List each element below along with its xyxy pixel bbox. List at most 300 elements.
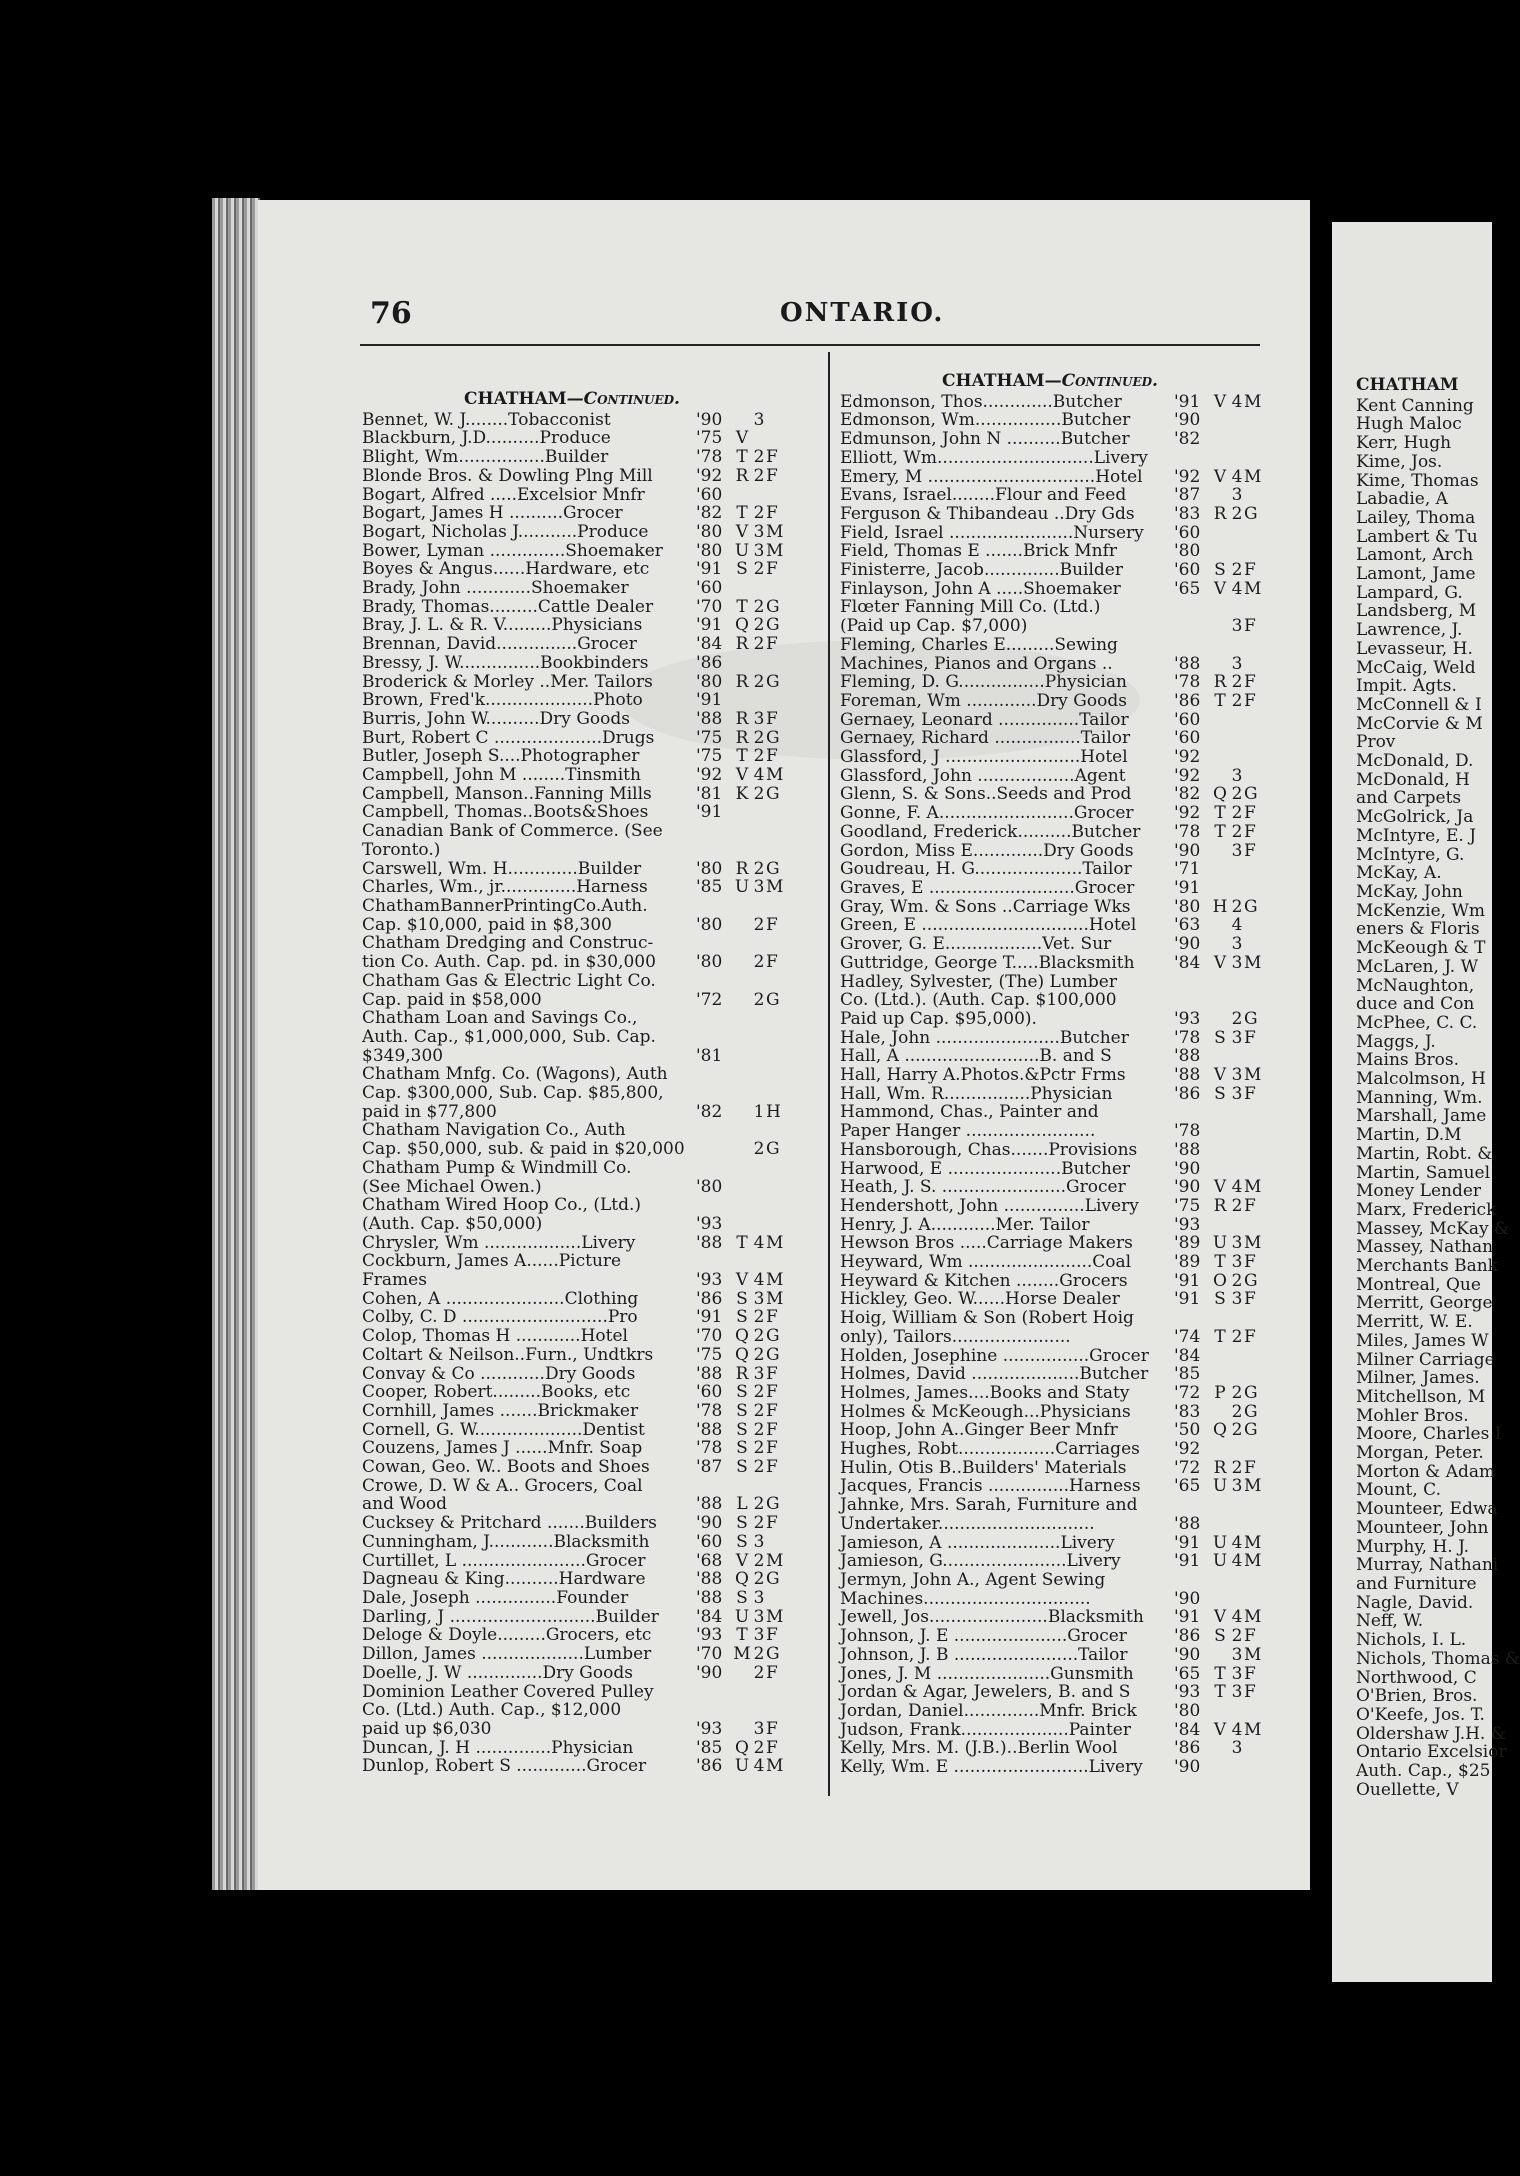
directory-entry <box>840 1627 1260 1646</box>
entry-year: '91 <box>696 690 723 711</box>
entry-credit-letter <box>732 486 752 505</box>
entry-year: '60 <box>696 1382 723 1403</box>
entry-rating: F <box>1244 1326 1256 1347</box>
directory-entry <box>362 1683 782 1702</box>
entry-credit-number <box>752 1159 766 1178</box>
entry-credit-number: 2 <box>753 858 765 879</box>
entry-rating <box>1244 1496 1260 1515</box>
entry-year: '91 <box>1174 877 1201 898</box>
entry-credit-number: 3 <box>1231 952 1243 973</box>
entry-credit-letter: V <box>1213 466 1227 487</box>
directory-entry <box>362 1570 782 1589</box>
entry-credit-number <box>1230 449 1244 468</box>
entry-name-trade: Brennan, David...............Grocer <box>362 634 637 655</box>
entry-name-trade: Glassford, John ..................Agent <box>840 765 1126 786</box>
entry-credit-letter <box>732 972 752 991</box>
entry-year: '88 <box>1174 653 1201 674</box>
entry-name-trade: Graves, E ...........................Grocer <box>840 877 1135 898</box>
entry-name-trade: Harwood, E .....................Butcher <box>840 1158 1131 1179</box>
directory-entry: Manning, Wm. <box>1356 1087 1483 1108</box>
directory-entry <box>840 785 1260 804</box>
entry-credit-letter: S <box>1214 1626 1226 1647</box>
entry-credit-letter <box>1210 711 1230 730</box>
entry-name-trade: Flœter Fanning Mill Co. (Ltd.) <box>840 597 1101 618</box>
entry-year <box>1174 1496 1210 1515</box>
entry-rating: F <box>766 1718 778 1739</box>
entry-name-trade: Field, Thomas E .......Brick Mnfr <box>840 541 1118 562</box>
directory-entry <box>840 804 1260 823</box>
entry-credit-letter: S <box>736 1288 748 1309</box>
entry-credit-letter <box>732 1683 752 1702</box>
entry-credit-letter <box>732 691 752 710</box>
entry-year <box>1174 449 1210 468</box>
directory-entry <box>362 991 782 1010</box>
entry-year: '90 <box>1174 1158 1201 1179</box>
entry-credit-number: 1 <box>753 1101 765 1122</box>
entry-year: '88 <box>1174 1065 1201 1086</box>
entry-credit-number <box>1230 729 1244 748</box>
entry-year: '78 <box>696 447 723 468</box>
entry-rating: G <box>1244 896 1258 917</box>
directory-entry <box>362 1252 782 1271</box>
entry-credit-number: 3 <box>1231 653 1243 674</box>
directory-entry: McCorvie & M <box>1356 713 1483 734</box>
entry-name-trade: Ferguson & Thibandeau ..Dry Gds <box>840 503 1135 524</box>
entry-name-trade: Bray, J. L. & R. V.........Physicians <box>362 615 643 636</box>
entry-year: '80 <box>696 858 723 879</box>
entry-year <box>696 1252 732 1271</box>
entry-credit-number <box>1230 430 1244 449</box>
entry-credit-number: 2 <box>753 1307 765 1328</box>
entry-credit-number: 2 <box>1231 821 1243 842</box>
entry-rating: F <box>766 1382 778 1403</box>
entry-credit-letter <box>1210 1216 1230 1235</box>
column-divider <box>828 352 830 1796</box>
directory-entry: McIntyre, G. <box>1356 844 1465 865</box>
entry-credit-letter <box>732 934 752 953</box>
entry-name-trade: Couzens, James J ......Mnfr. Soap <box>362 1438 643 1459</box>
entry-credit-number: 3 <box>1231 1682 1243 1703</box>
entry-rating: M <box>766 1756 784 1777</box>
entry-name-trade: Cockburn, James A......Picture <box>362 1251 622 1272</box>
entry-name-trade: Cornhill, James .......Brickmaker <box>362 1400 639 1421</box>
entry-credit-letter: R <box>1213 672 1227 693</box>
entry-rating <box>766 934 782 953</box>
entry-name-trade: Gernaey, Leonard ...............Tailor <box>840 709 1129 730</box>
entry-year: '88 <box>696 708 723 729</box>
entry-credit-number: 3 <box>1231 1476 1243 1497</box>
entry-credit-letter <box>1210 1758 1230 1777</box>
entry-credit-letter <box>732 1720 752 1739</box>
entry-name-trade: Butler, Joseph S....Photographer <box>362 746 640 767</box>
entry-credit-number: 4 <box>1231 1551 1243 1572</box>
entry-rating <box>766 1121 782 1140</box>
entry-name-trade: Jahnke, Mrs. Sarah, Furniture and <box>840 1495 1138 1516</box>
entry-year: '88 <box>1174 1046 1201 1067</box>
entry-year <box>1174 636 1210 655</box>
entry-rating: G <box>1244 1270 1258 1291</box>
entry-credit-number <box>752 1178 766 1197</box>
directory-entry: Lawrence, J. <box>1356 620 1463 641</box>
entry-rating <box>1244 711 1260 730</box>
directory-entries <box>840 393 1260 1777</box>
right-column-fragment <box>1356 375 1520 1800</box>
entry-name-trade: Campbell, Manson..Fanning Mills <box>362 783 652 804</box>
entry-credit-letter <box>1210 1646 1230 1665</box>
entry-year <box>1174 991 1210 1010</box>
directory-entry <box>362 579 782 598</box>
directory-entry <box>362 1739 782 1758</box>
entry-name-trade: Hulin, Otis B..Builders' Materials <box>840 1457 1127 1478</box>
entry-credit-letter <box>732 1121 752 1140</box>
entry-credit-letter: Q <box>735 1737 749 1758</box>
entry-credit-number <box>1230 1103 1244 1122</box>
entry-credit-letter <box>1210 655 1230 674</box>
entry-year: '60 <box>696 578 723 599</box>
directory-entry <box>362 1514 782 1533</box>
entry-year: '85 <box>696 1737 723 1758</box>
entry-credit-number: 3 <box>753 708 765 729</box>
entry-credit-letter: V <box>1213 578 1227 599</box>
entry-rating: F <box>766 447 778 468</box>
entry-credit-letter: S <box>736 1382 748 1403</box>
entry-year: '90 <box>1174 1757 1201 1778</box>
entry-credit-number: 2 <box>1231 1420 1243 1441</box>
directory-entry: Oldershaw J.H. & <box>1356 1723 1506 1744</box>
entry-credit-number: 2 <box>753 1326 765 1347</box>
entry-credit-letter: S <box>736 1457 748 1478</box>
directory-entry <box>362 1009 782 1028</box>
entry-name-trade: Heyward & Kitchen ........Grocers <box>840 1270 1128 1291</box>
entry-year: '86 <box>696 1756 723 1777</box>
entry-year: '80 <box>1174 896 1201 917</box>
entry-rating: G <box>766 1644 780 1665</box>
entry-credit-number <box>752 486 766 505</box>
entry-year: '90 <box>1174 410 1201 431</box>
entry-year: '88 <box>696 1232 723 1253</box>
entry-rating <box>1244 598 1260 617</box>
entry-credit-letter <box>1210 1047 1230 1066</box>
entry-name-trade: Edmonson, Wm................Butcher <box>840 410 1131 431</box>
entry-credit-letter <box>732 991 752 1010</box>
entry-credit-number <box>752 841 766 860</box>
directory-entry: O'Keefe, Jos. T. <box>1356 1704 1485 1725</box>
entry-rating <box>1244 1309 1260 1328</box>
entry-credit-number: 2 <box>753 1400 765 1421</box>
entry-rating <box>766 1477 782 1496</box>
directory-entry <box>362 1290 782 1309</box>
directory-entry: Massey, McKay & <box>1356 1218 1510 1239</box>
entry-credit-number: 2 <box>1231 672 1243 693</box>
entry-rating <box>1244 1758 1260 1777</box>
directory-entry <box>840 1066 1260 1085</box>
directory-entry <box>362 747 782 766</box>
entry-year: '60 <box>1174 522 1201 543</box>
entry-name-trade: Evans, Israel........Flour and Feed <box>840 485 1127 506</box>
entry-year <box>696 841 732 860</box>
entry-credit-letter: R <box>735 671 749 692</box>
entry-rating <box>1244 542 1260 561</box>
entry-year: '81 <box>696 783 723 804</box>
directory-entry <box>840 842 1260 861</box>
entry-name-trade: Co. (Ltd.). (Auth. Cap. $100,000 <box>840 990 1117 1011</box>
entry-name-trade: Fleming, Charles E.........Sewing <box>840 634 1118 655</box>
directory-entry <box>840 711 1260 730</box>
entry-year: '92 <box>1174 803 1201 824</box>
entry-credit-letter: V <box>1213 1177 1227 1198</box>
entry-year: '84 <box>696 1606 723 1627</box>
entry-name-trade: Hoop, John A..Ginger Beer Mnfr <box>840 1420 1118 1441</box>
entry-rating <box>1244 1515 1260 1534</box>
entry-credit-number: 2 <box>1231 784 1243 805</box>
entry-credit-letter <box>1210 1141 1230 1160</box>
entry-credit-letter: S <box>1214 1289 1226 1310</box>
header-rule <box>360 344 1260 346</box>
directory-entry: Mounteer, John <box>1356 1517 1489 1538</box>
entry-name-trade: Glassford, J .........................Hotel <box>840 747 1128 768</box>
entry-credit-letter <box>1210 1309 1230 1328</box>
directory-entry <box>840 879 1260 898</box>
directory-entry <box>840 898 1260 917</box>
entry-credit-letter <box>732 1196 752 1215</box>
entry-credit-number: 2 <box>753 447 765 468</box>
directory-entry <box>362 504 782 523</box>
entry-rating: G <box>766 596 780 617</box>
entry-name-trade: Kelly, Mrs. M. (J.B.)..Berlin Wool <box>840 1738 1118 1759</box>
entry-credit-number: 3 <box>1231 1252 1243 1273</box>
entry-credit-letter <box>1210 1403 1230 1422</box>
entry-name-trade: Grover, G. E..................Vet. Sur <box>840 934 1112 955</box>
entry-credit-number: 3 <box>1231 934 1243 955</box>
entry-year: '90 <box>1174 840 1201 861</box>
entry-name-trade: Jewell, Jos......................Blacksmith <box>840 1607 1144 1628</box>
entry-name-trade: Field, Israel .......................Nursery <box>840 522 1144 543</box>
entry-credit-letter: S <box>736 1513 748 1534</box>
entry-rating <box>1244 524 1260 543</box>
entry-year <box>1174 598 1210 617</box>
entry-year: '93 <box>696 1718 723 1739</box>
directory-entry: Nagle, David. <box>1356 1592 1474 1613</box>
section-heading-town: CHATHAM <box>942 371 1045 391</box>
entry-credit-number: 4 <box>753 1756 765 1777</box>
entry-year: '86 <box>696 652 723 673</box>
entry-credit-number: 2 <box>753 746 765 767</box>
entry-year: '72 <box>1174 1457 1201 1478</box>
entry-name-trade: Blonde Bros. & Dowling Plng Mill <box>362 465 653 486</box>
entry-name-trade: Chatham Loan and Savings Co., <box>362 1008 638 1029</box>
entry-name-trade: Chrysler, Wm ..................Livery <box>362 1232 636 1253</box>
entry-credit-number: 3 <box>1231 1663 1243 1684</box>
entry-year: '91 <box>1174 1551 1201 1572</box>
directory-entry: Martin, Samuel <box>1356 1162 1491 1183</box>
directory-entry <box>362 766 782 785</box>
directory-entry: Montreal, Que <box>1356 1274 1481 1295</box>
directory-entry <box>840 1646 1260 1665</box>
entry-credit-letter <box>1210 1347 1230 1366</box>
entry-credit-letter: T <box>736 447 748 468</box>
entry-rating: G <box>766 783 780 804</box>
entry-name-trade: $349,300 <box>362 1045 444 1066</box>
entry-credit-letter <box>732 1084 752 1103</box>
entry-credit-letter <box>732 1103 752 1122</box>
entry-name-trade: Carswell, Wm. H.............Builder <box>362 858 642 879</box>
entry-name-trade: Bogart, Nicholas J...........Produce <box>362 521 649 542</box>
entry-name-trade: Charles, Wm., jr..............Harness <box>362 877 648 898</box>
entry-credit-number: 4 <box>1231 1607 1243 1628</box>
entry-rating: G <box>1244 1401 1258 1422</box>
entry-credit-number: 2 <box>753 465 765 486</box>
entry-rating: M <box>766 1606 784 1627</box>
entry-name-trade: only), Tailors...................... <box>840 1326 1071 1347</box>
entry-year <box>696 822 732 841</box>
entry-name-trade: Bogart, Alfred .....Excelsior Mnfr <box>362 484 645 505</box>
directory-entry <box>362 1477 782 1496</box>
entry-name-trade: Toronto.) <box>362 839 441 860</box>
directory-entry <box>840 767 1260 786</box>
entry-year: '90 <box>696 409 723 430</box>
entry-rating: M <box>1244 1551 1262 1572</box>
entry-credit-letter <box>1210 598 1230 617</box>
directory-entry <box>362 785 782 804</box>
entry-rating <box>766 1196 782 1215</box>
entry-name-trade: Auth. Cap., $1,000,000, Sub. Cap. <box>362 1026 656 1047</box>
directory-entry <box>840 1683 1260 1702</box>
entry-year: '86 <box>1174 1738 1201 1759</box>
entry-name-trade: Hickley, Geo. W......Horse Dealer <box>840 1289 1120 1310</box>
directory-entry <box>840 393 1260 412</box>
entry-credit-number: 4 <box>1231 1532 1243 1553</box>
entry-credit-letter <box>1210 1010 1230 1029</box>
directory-entry <box>362 710 782 729</box>
directory-entry <box>362 486 782 505</box>
entry-credit-letter: T <box>736 746 748 767</box>
entry-credit-letter: S <box>1214 1083 1226 1104</box>
entry-year: '86 <box>1174 1626 1201 1647</box>
entry-credit-number: 4 <box>1231 1177 1243 1198</box>
entry-rating <box>1244 1216 1260 1235</box>
entry-credit-number: 4 <box>753 1232 765 1253</box>
entry-rating: M <box>1244 1177 1262 1198</box>
directory-entry <box>362 1178 782 1197</box>
directory-entry: Nichols, Thomas & <box>1356 1648 1520 1669</box>
entry-year: '70 <box>696 596 723 617</box>
entry-year: '88 <box>696 1419 723 1440</box>
directory-entry <box>362 1308 782 1327</box>
entry-year: '80 <box>696 952 723 973</box>
directory-entry: Lamont, Arch <box>1356 545 1474 566</box>
running-header: ONTARIO. <box>780 298 945 328</box>
directory-entry <box>362 542 782 561</box>
directory-entry <box>840 1010 1260 1029</box>
entry-name-trade: Hall, Wm. R................Physician <box>840 1083 1113 1104</box>
entry-rating: M <box>766 1232 784 1253</box>
entry-credit-letter <box>1210 1160 1230 1179</box>
directory-entry: Mohler Bros. <box>1356 1405 1469 1426</box>
entry-year: '93 <box>1174 1008 1201 1029</box>
entry-rating: F <box>1244 803 1256 824</box>
entry-name-trade: Brady, Thomas.........Cattle Dealer <box>362 596 654 617</box>
directory-entry: Money Lender <box>1356 1181 1482 1202</box>
directory-entry <box>362 1028 782 1047</box>
entry-name-trade: Co. (Ltd.) Auth. Cap., $12,000 <box>362 1700 622 1721</box>
entry-rating: G <box>766 989 780 1010</box>
entry-rating: F <box>766 1363 778 1384</box>
entry-name-trade: Bower, Lyman ..............Shoemaker <box>362 540 663 561</box>
entry-credit-number: 3 <box>1231 1065 1243 1086</box>
entry-rating: F <box>766 1625 778 1646</box>
entry-name-trade: Gernaey, Richard ................Tailor <box>840 728 1131 749</box>
entry-credit-letter <box>1210 1103 1230 1122</box>
entry-year: '91 <box>696 1307 723 1328</box>
entry-credit-letter: V <box>735 1270 749 1291</box>
entry-rating: G <box>766 1326 780 1347</box>
entry-rating: M <box>1244 466 1262 487</box>
entry-year: '86 <box>1174 1083 1201 1104</box>
entry-credit-number: 2 <box>753 559 765 580</box>
directory-entry <box>362 560 782 579</box>
entry-year: '90 <box>1174 934 1201 955</box>
directory-entry <box>840 1085 1260 1104</box>
directory-entry <box>362 1720 782 1739</box>
directory-entry <box>362 1084 782 1103</box>
entry-rating: F <box>1244 821 1256 842</box>
entry-credit-number <box>752 1121 766 1140</box>
entry-credit-letter: R <box>1213 503 1227 524</box>
entry-year: '70 <box>696 1644 723 1665</box>
entry-year <box>696 1065 732 1084</box>
entry-credit-number: 3 <box>753 1588 765 1608</box>
entry-rating <box>766 1159 782 1178</box>
entry-name-trade: Hewson Bros .....Carriage Makers <box>840 1233 1133 1254</box>
entry-rating: M <box>1244 1233 1262 1254</box>
entry-name-trade: Heyward, Wm .......................Coal <box>840 1252 1132 1273</box>
entry-rating: F <box>1244 1289 1256 1310</box>
entry-year: '91 <box>696 615 723 636</box>
directory-entry <box>840 1234 1260 1253</box>
entry-year: '83 <box>1174 503 1201 524</box>
entry-name-trade: tion Co. Auth. Cap. pd. in $30,000 <box>362 952 656 973</box>
directory-entry <box>362 803 782 822</box>
directory-entry <box>840 505 1260 524</box>
entry-year <box>696 1028 732 1047</box>
directory-entry: Merritt, W. E. <box>1356 1312 1473 1333</box>
entry-year: '75 <box>696 1344 723 1365</box>
entry-name-trade: Hughes, Robt..................Carriages <box>840 1439 1140 1460</box>
entry-credit-number: 2 <box>1231 503 1243 524</box>
entry-name-trade: Jamieson, G.......................Livery <box>840 1551 1121 1572</box>
directory-entry <box>362 1047 782 1066</box>
entry-rating: F <box>766 746 778 767</box>
entry-credit-number: 2 <box>753 1494 765 1515</box>
page-number: 76 <box>370 296 412 331</box>
directory-entry <box>840 860 1260 879</box>
directory-entry: Mitchellson, M <box>1356 1386 1486 1407</box>
entry-rating: G <box>766 858 780 879</box>
entry-credit-number <box>752 1683 766 1702</box>
entry-credit-letter: V <box>1213 391 1227 412</box>
directory-entry <box>840 1459 1260 1478</box>
entry-name-trade: Henry, J. A............Mer. Tailor <box>840 1214 1090 1235</box>
book-page-edges <box>212 198 260 1890</box>
entry-name-trade: Cap. $50,000, sub. & paid in $20,000 <box>362 1139 685 1160</box>
directory-entry <box>840 580 1260 599</box>
entry-name-trade: Machines, Pianos and Organs .. <box>840 653 1113 674</box>
entry-rating <box>766 654 782 673</box>
entry-name-trade: Dillon, James ...................Lumber <box>362 1644 652 1665</box>
entry-name-trade: Cunningham, J............Blacksmith <box>362 1531 650 1552</box>
entry-credit-number: 4 <box>1231 1719 1243 1740</box>
entry-credit-letter <box>732 1252 752 1271</box>
